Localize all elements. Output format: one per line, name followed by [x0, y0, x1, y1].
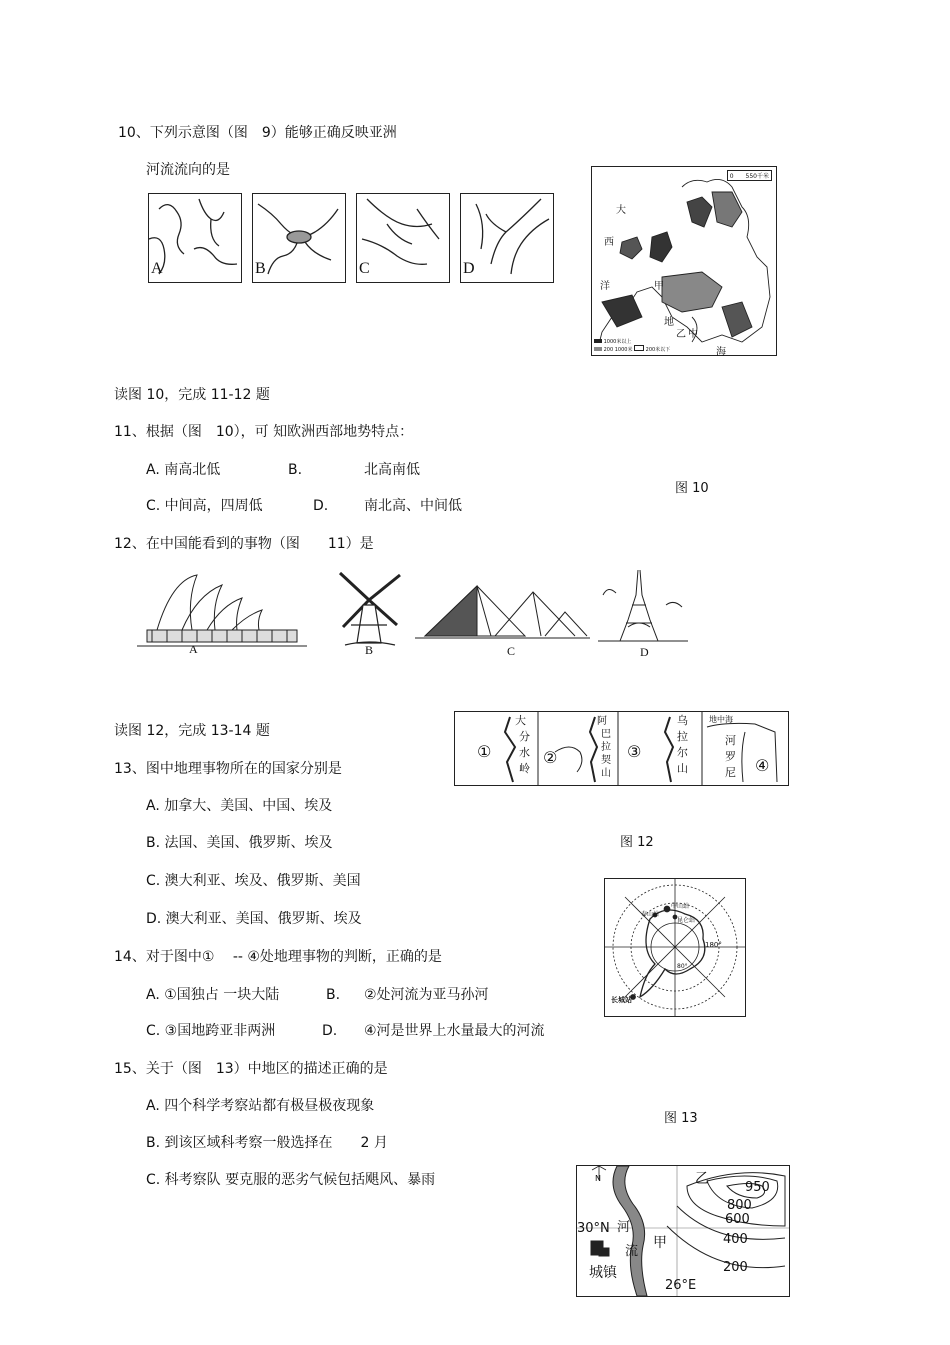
- river-label: 河: [617, 1220, 631, 1235]
- longitude-label: 180°: [705, 941, 722, 949]
- station-label: 中山站: [671, 903, 690, 910]
- panel-4-char: 尼: [725, 766, 736, 779]
- q10-option-a-label: A: [151, 260, 163, 277]
- landmark-c-label: C: [507, 644, 516, 658]
- q15-option-c: C. 科考察队 要克服的恶劣气候包括飓风、暴雨: [146, 1172, 436, 1188]
- map-label: 地: [664, 317, 674, 328]
- read-figure-12: 读图 12，完成 13-14 题: [114, 723, 270, 739]
- figure-13-antarctica-map: [604, 878, 746, 1017]
- q15-option-b: B. 到该区域科考察一般选择在 2 月: [146, 1135, 388, 1151]
- panel-2-char: 阿: [597, 716, 607, 727]
- panel-2-char: 契: [601, 755, 611, 766]
- panel-1-char: 水: [519, 746, 530, 759]
- figure-14-contour-map: [576, 1165, 790, 1297]
- figure-10-caption: 图 10: [675, 481, 709, 496]
- q10-option-b-label: B: [255, 260, 266, 277]
- map-scale-bar: 0 550千米: [727, 170, 772, 181]
- panel-4-number: ④: [755, 756, 770, 775]
- figure-13-caption: 图 13: [664, 1111, 698, 1126]
- panel-4-label: 地中海: [709, 715, 733, 724]
- latitude-label: 30°N: [577, 1221, 610, 1236]
- panel-3-char: 拉: [677, 730, 688, 743]
- q15-stem: 15、关于（图 13）中地区的描述正确的是: [114, 1061, 388, 1077]
- q13-option-c: C. 澳大利亚、埃及、俄罗斯、美国: [146, 873, 361, 889]
- landmark-b-label: B: [365, 643, 374, 657]
- figure-10-europe-map: [591, 166, 777, 356]
- q10-option-c-diagram: [356, 193, 450, 283]
- q13-option-d: D. 澳大利亚、美国、俄罗斯、埃及: [146, 911, 362, 927]
- panel-3-number: ③: [627, 742, 642, 761]
- landmark-d-eiffel-tower: [598, 565, 688, 660]
- contour-label: 乙: [695, 1171, 709, 1187]
- map-label: 中: [688, 329, 698, 340]
- q11-option-c: C. 中间高，四周低: [146, 498, 263, 514]
- panel-4-char: 罗: [725, 750, 736, 763]
- contour-label: 600: [725, 1212, 750, 1227]
- map-label: 甲: [654, 281, 664, 292]
- contour-label: 200: [723, 1260, 748, 1275]
- point-label: 甲: [653, 1235, 667, 1251]
- longitude-label: 26°E: [665, 1278, 697, 1293]
- landmark-a-label: A: [189, 642, 198, 656]
- town-label: 城镇: [589, 1265, 617, 1281]
- map-label: 大: [616, 205, 626, 216]
- q10-option-d-label: D: [463, 260, 475, 277]
- map-legend: [594, 339, 670, 353]
- landmark-a-sydney-opera-house: [137, 570, 307, 660]
- contour-label: 950: [745, 1180, 770, 1195]
- q10-option-a-diagram: [148, 193, 242, 283]
- station-label: 长城站: [611, 996, 632, 1004]
- landmark-d-label: D: [640, 645, 649, 659]
- station-label: 昆仑站: [677, 917, 696, 924]
- map-label: 海: [716, 347, 726, 358]
- latitude-label: 80°: [677, 963, 688, 970]
- q14-option-d: ④河是世界上水量最大的河流: [364, 1023, 545, 1039]
- station-label: 泰山站: [641, 911, 660, 918]
- panel-2-char: 拉: [601, 742, 611, 753]
- q11-option-d-letter: D.: [313, 498, 329, 514]
- q13-option-b: B. 法国、美国、俄罗斯、埃及: [146, 835, 333, 851]
- contour-label: 800: [727, 1198, 752, 1213]
- q14-option-a: A. ①国独占 一块大陆: [146, 987, 280, 1003]
- q10-option-d-diagram: [460, 193, 554, 283]
- panel-2-char: 巴: [601, 729, 611, 740]
- q11-option-d: 南北高、中间低: [364, 498, 462, 514]
- map-label: 西: [604, 237, 614, 248]
- q10-option-b-diagram: [252, 193, 346, 283]
- panel-1-number: ①: [477, 742, 492, 761]
- q13-option-a: A. 加拿大、美国、中国、埃及: [146, 798, 333, 814]
- q10-line2: 河流流向的是: [146, 162, 230, 178]
- panel-1-char: 大: [515, 714, 526, 727]
- read-figure-10: 读图 10，完成 11-12 题: [114, 387, 270, 403]
- q14-option-b: ②处河流为亚马孙河: [364, 987, 489, 1003]
- q10-line1: 10、下列示意图（图 9）能够正确反映亚洲: [118, 125, 397, 141]
- panel-1-char: 岭: [519, 762, 530, 775]
- legend-item: 200米以下: [645, 347, 671, 353]
- q14-stem: 14、对于图中① -- ④处地理事物的判断，正确的是: [114, 949, 442, 965]
- q14-option-d-letter: D.: [322, 1023, 338, 1039]
- panel-3-char: 尔: [677, 746, 688, 759]
- q14-option-b-letter: B.: [326, 987, 341, 1003]
- north-arrow-label: N: [595, 1174, 601, 1183]
- panel-3-char: 山: [677, 762, 688, 775]
- q11-option-a: A. 南高北低: [146, 462, 221, 478]
- contour-label: 400: [723, 1232, 748, 1247]
- panel-2-number: ②: [543, 748, 558, 767]
- river-label: 流: [625, 1244, 639, 1259]
- legend-item: 1000米以上: [603, 339, 632, 345]
- q10-option-c-label: C: [359, 260, 370, 277]
- q11-option-b-letter: B.: [288, 462, 303, 478]
- legend-item: 200 1000米: [603, 347, 633, 353]
- map-label: 洋: [600, 281, 610, 292]
- q15-option-a: A. 四个科学考察站都有极昼极夜现象: [146, 1098, 375, 1114]
- landmark-b-windmill: [325, 565, 413, 660]
- figure-12-caption: 图 12: [620, 835, 654, 850]
- q12-stem: 12、在中国能看到的事物（图 11）是: [114, 536, 374, 552]
- landmark-c-pyramids: [415, 578, 590, 663]
- panel-2-char: 山: [601, 768, 611, 779]
- q11-option-b: 北高南低: [364, 462, 420, 478]
- map-label: 乙: [676, 329, 686, 340]
- figure-12-panels: [454, 711, 789, 786]
- q11-stem: 11、根据（图 10），可 知欧洲西部地势特点：: [114, 424, 414, 440]
- panel-4-char: 河: [725, 734, 736, 747]
- q13-stem: 13、图中地理事物所在的国家分别是: [114, 761, 342, 777]
- panel-1-char: 分: [519, 730, 530, 743]
- panel-3-char: 乌: [677, 714, 688, 727]
- q14-option-c: C. ③国地跨亚非两洲: [146, 1023, 276, 1039]
